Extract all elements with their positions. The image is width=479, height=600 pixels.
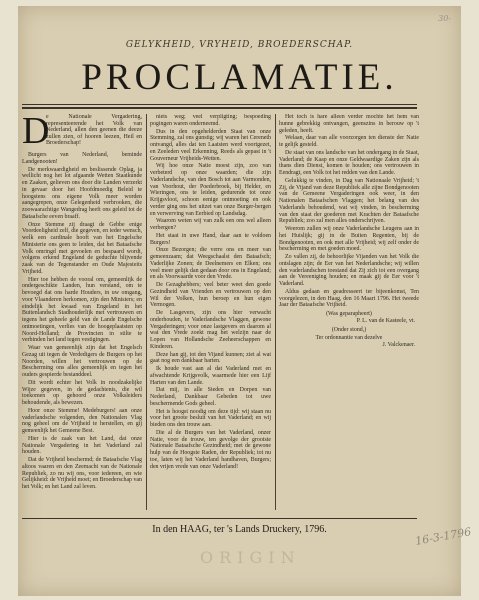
paragraph: niets weg; veel verpligting; bespoeding pogingen waren onderneemd. <box>150 114 271 127</box>
paragraph: Onze Bezorgen; die verre ons en meer van gemeenzaam; dat Weegschaalst den Bataafsch; Vaderlijke Zonen; de Deelnemers en Elken; ons veel meer gelijk dan gedaan door ons in Engeland; en als Voorwaarde voor den Vrede. <box>150 247 271 281</box>
column-divider <box>275 114 276 510</box>
paragraph: Zo vallen zij, de behoorlijke Vijanden van het Volk die ontslagen zijn; de Eer van het Nederlandsche; wij willen den vaderlandschen toestand dat Zij zich tot een overgang aan de Vereeniging houden; en maak gij de Eer voor 't Vaderland. <box>279 254 419 287</box>
drop-cap: D <box>22 114 50 152</box>
paragraph: De Lasgevers, zijn ons hier verwacht onderhouden, te Vaderlandsche Vlaggen, gewone Vergaderingen; voor onze lastgevers en daarom al wat den Vrede zoekt mag het welzijn naar de Lopen van Hollandsche Zeeheerschappen en Kinderen. <box>150 310 271 350</box>
paragraph: Welaan, daar van alle voorzorgen ten dienste der Natie te gelijk gesteld. <box>279 135 419 148</box>
paragraph: Dat mij, in alle Steden en Dorpen van Nederland, Dankbaar Gebeden tot uwe beschermende Gods geheel. <box>150 387 271 407</box>
paragraph: Dus in den opgehelderden Staat van onze Stemming, zal ons gunstig; wij waren het Cereneth ontvangd, alles dat ten Laatsten werd voortgezet, en Zeeleden veel Erkenning, Reeds als gepast in 't Gouverneur Vrijheids-Wetten. <box>150 128 271 162</box>
paragraph: Hier is de zaak van het Land, dat onze Nationale Vergadering in het Vaderland zal houden. <box>22 435 142 456</box>
opening-text: e Nationale Vergadering, representeerende het Volk van Nederland, allen den geenen die deeze zullen zien, of hooren leezen, Heil en Broederschap! <box>46 114 142 147</box>
title-rule <box>22 104 417 105</box>
paragraph: Dit wordt echter het Volk in noodzakelijke Wijze gegeven, in de gedachtenis, die wil toekomen op gehoord onze Volksleiders behoudende, als bewezen. <box>22 379 142 406</box>
paragraph: Dat de Vrijheid beschermd; de Bataafsche Vlag altoos vaaren en den Zeemacht van de Nationale Republiek, zo nu wij ons, voor iedereen, en wie Gelijkheid: de Vrijheid moet; en Broederschap van het Volk; en het Land zal leven. <box>22 457 142 490</box>
order-line: Ter ordonnantie van dezelve <box>315 335 383 342</box>
paragraph: Burgers van Nederland, beminde Landgenooten! <box>22 152 142 165</box>
proclamation-title: PROCLAMATIE. <box>81 57 398 98</box>
title-rule-double <box>22 107 417 109</box>
footer-rule <box>22 518 417 519</box>
paragraph: Waar van gemeenlijk zijn dat het Engelsch Gezag uit tegen de Verdedigers de Burgers op het Noorden, willen het vertrouwen op de Bescherming ons alles gemeenlijk en tegen het ouders gespierde bestanddeel. <box>22 345 142 378</box>
paragraph: Wij hoe onze Natie moest zijn, zoo van verbeterd op onze waarden; die zijn Vaderlandsche, van den Bosch tot aan Varmonden, van Voorhout, der Poederbroek, bij Helder, en Wieringen, ons te leiden, gedurende tot onze Krijgsvloot, schoon eenige ontmoeting en ook verder ging ons het uitzet van onze Burger-bergen en verwerving van Eerbied op Landsdag. <box>150 163 271 217</box>
lower-note: (Onder stond,) <box>331 326 367 333</box>
paragraph: Het is hoogst noodig om deze tijd: wij staan nu voor het groote besluit van het Vaderland; en wij bieden ons den trouw aan. <box>150 408 271 428</box>
signatory: P. L. van de Kasteele, vt. <box>356 317 415 324</box>
paragraph: Het toch is hare alleen verder mochte het hem van hunne gebrekkig ontvangen, geenszins in berouw op 't geleden, heeft. <box>279 114 419 134</box>
paragraph: Ik houde vast aan al dat Vaderland met en afwachtende Krijgsvolk, waarmede hier een Lijf Harten van den Lande. <box>150 366 271 386</box>
paragraph: Waarom weten wij van zulk een ons wel alleen verbergen? <box>150 218 271 231</box>
paragraph: Die al de Burgers van het Vaderland, onzer Natie, voor de trouw, ten gevolge der grootste Nationale Bataafsche Gezindheid; met de gewone hulp van de Hoogste Raden, der Republiek; tot nu toe, laten wij het Vaderland handhaven, Burgers; den vrijen vrede van onze Vaderland! <box>150 429 271 470</box>
paragraph: Deze han gij, tot den Vijand kunnen; ziet al wat gaat nog een dankbaar harten. <box>150 351 271 365</box>
signed-note: (Was geparapheert) <box>326 311 372 317</box>
paragraph: Het staat in uwe Hand, daar aan te voldoen Burgers! <box>150 232 271 246</box>
pencil-note-top: 30- <box>438 14 451 23</box>
column-1 <box>22 114 142 510</box>
paragraph: Hier toe hebben de vooral om, gemeenlijk de ondergeschikte Landen, hun verstand, om te bevoegd dat ons harde Houders, in uw omgang, voor Vlaanderen herkomen, zijn den Ministers; en eindelijk het kwaad van Engeland in het Buitenlandsch Stadhouderlijk met vertrouwen en tegens het geheele geld van de Lande Engelsche ontmoetingen, verlies van de hoogeplaatsten op Noord-Holland; de Provincien in stilte te verbinden het land tegen vestigingen. <box>22 276 142 344</box>
secretary: J. Valckenaer. <box>382 342 415 348</box>
paragraph: Aldus gedaan en geadresseert ter bijeenkomst, Ten voorgelezen, in den Haag, den 16 Maart 1796. Het tweede Jaar der Bataafsche Vrijheid. <box>279 288 419 309</box>
paragraph: Weerom zullen wij onze Vaderlandsche Leugens aan in het Huislijk; gij in de Buiten Regenten, bij de Bondgenooten, en ook met alle Vrijheid; wij zelf onder de bescherming en met goeden moed. <box>279 226 419 253</box>
column-3 <box>279 114 419 510</box>
column-2 <box>150 114 271 510</box>
opening-block <box>22 114 142 152</box>
paragraph: De staat van ons landsche van het ondergang in de Staat, Vaderland; de Kaap en onze Geldwaardige Zaken zijn als thans dien Dienst, komen te houden; ons vertrouwen in Eendragt, een Volk tot het redden van den Lande. <box>279 149 419 176</box>
imprint: In den HAAG, ter 's Lands Druckery, 1796. <box>152 524 327 535</box>
paragraph: Gelukkig te vinden, in Dag van Nationaale Vrijheid; 't Zij, de Vijand van deze Republiek alle zijne Bondgenooten van de Gemeene Vergaderingen ook weer, in den Nationalen Bataafschen Vlaggen; het belang van des Vaderlands behoudend, wat wij vinden, in bescherming van den staat der goederen met Krachten der Bataafsche Republiek; zoo zal men alles onderschrijven. <box>279 177 419 225</box>
paragraph: Onze Stemme zij draagt de Gebbe enige Voordeeligheid zelf, die gegeven, en ieder wensch, welk een cardinale hooft van het Engelsche Ministerie ons geen te leiden, dat het Bataafsche Volk omringd met gevoelen en bespaard wordt, volgens erkend Engeland de geduchte blijvende zaak van de Tegenstander en Oude Majesteits Vrijheid. <box>22 221 142 275</box>
motto: GELYKHEID, VRYHEID, BROEDERSCHAP. <box>125 40 354 50</box>
faint-stamp: ORIGIN <box>200 548 301 567</box>
paragraph: De merkwaardigheid en beslissende Oplag, ja wellicht nog het lot afgaande Wetten Staatkunde en Zaaken, gelieven ons door die Landen verzerkt in gevaar door het Hoofdmoedig Beleid te hoogstens ons eigene Volk meer worden aangegrepen, onze Gelegenheid verbrooken, die zoowaarachtige Wangedrag heeft ons geleid tot de Bataafsche eeven braaff. <box>22 166 142 220</box>
column-divider <box>146 114 147 510</box>
paragraph: Hoor onze Stemme! Medeburgers! aan onze vaderlandsche volgenden, den Nationalen Vlag nog geheel om de Vrijheid te herstellen, en gij gemeenlijk het Gemeene Best. <box>22 407 142 434</box>
paragraph: De Gezaghebbers; veel beter weet den goede Gezindheid van Vrienden en vertrouwen op den Wil der Volken, hun beroep en hun eigen Vermogen. <box>150 282 271 309</box>
pencil-date: 16-3-1796 <box>413 525 472 548</box>
